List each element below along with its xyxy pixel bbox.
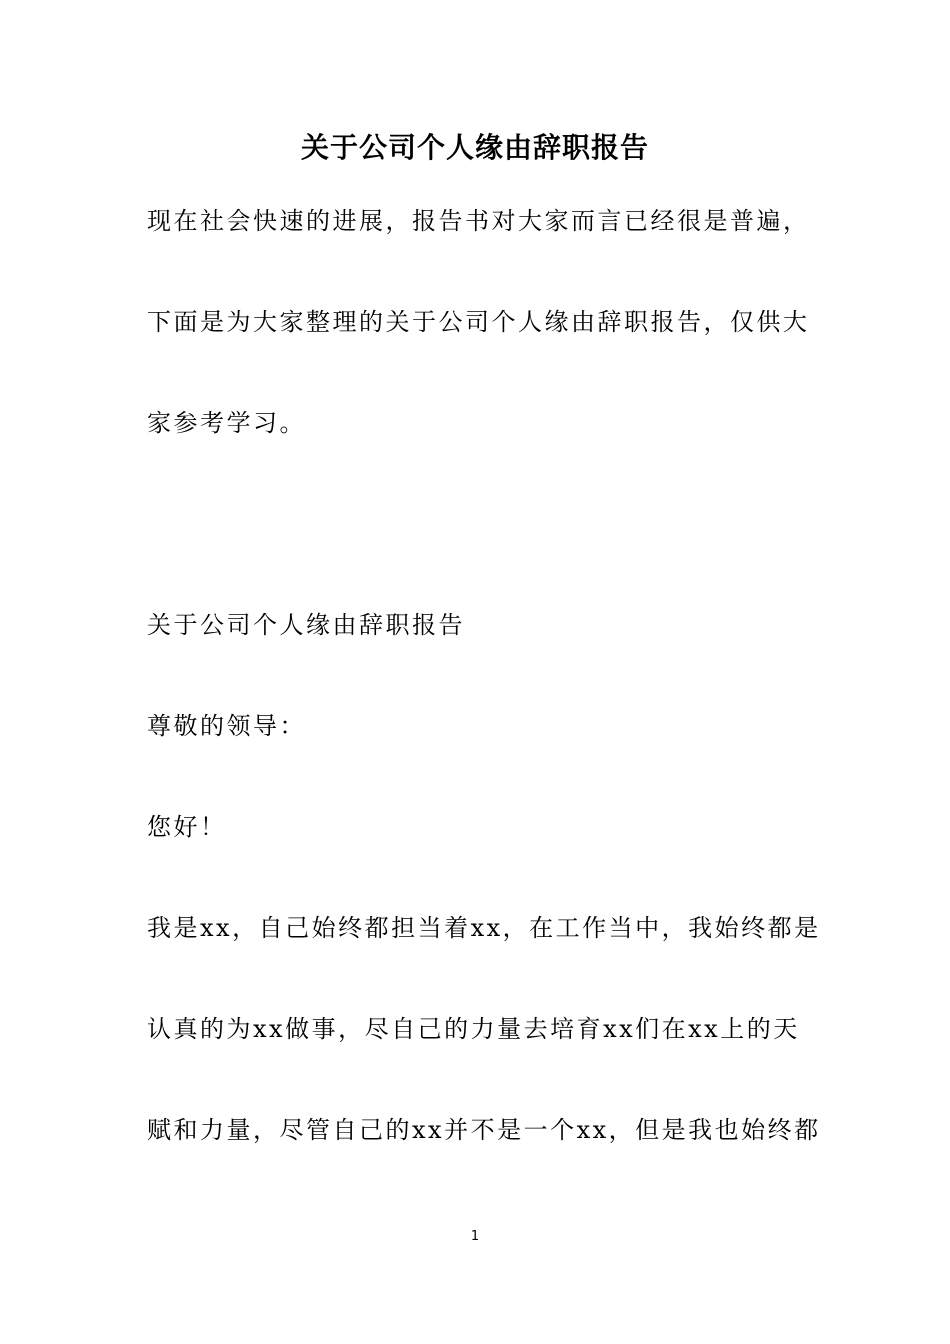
- salutation: 尊敬的领导：: [147, 712, 306, 740]
- page-number: 1: [470, 1229, 480, 1244]
- body-line-3: 家参考学习。: [147, 409, 306, 437]
- body-line-8: 我是xx，自己始终都担当着xx，在工作当中，我始终都是: [147, 914, 821, 942]
- document-body: [147, 197, 821, 1207]
- paragraph-gap: [147, 500, 807, 601]
- body-line-10: 赋和力量，尽管自己的xx并不是一个xx，但是我也始终都: [147, 1116, 821, 1144]
- document-title: 关于公司个人缘由辞职报告: [300, 131, 649, 164]
- body-line-2: 下面是为大家整理的关于公司个人缘由辞职报告，仅供大: [147, 308, 810, 336]
- greeting: 您好！: [147, 813, 227, 841]
- letter-heading: 关于公司个人缘由辞职报告: [147, 611, 465, 639]
- body-line-1: 现在社会快速的进展，报告书对大家而言已经很是普遍，: [147, 207, 810, 235]
- body-line-9: 认真的为xx做事，尽自己的力量去培育xx们在xx上的天: [147, 1015, 800, 1043]
